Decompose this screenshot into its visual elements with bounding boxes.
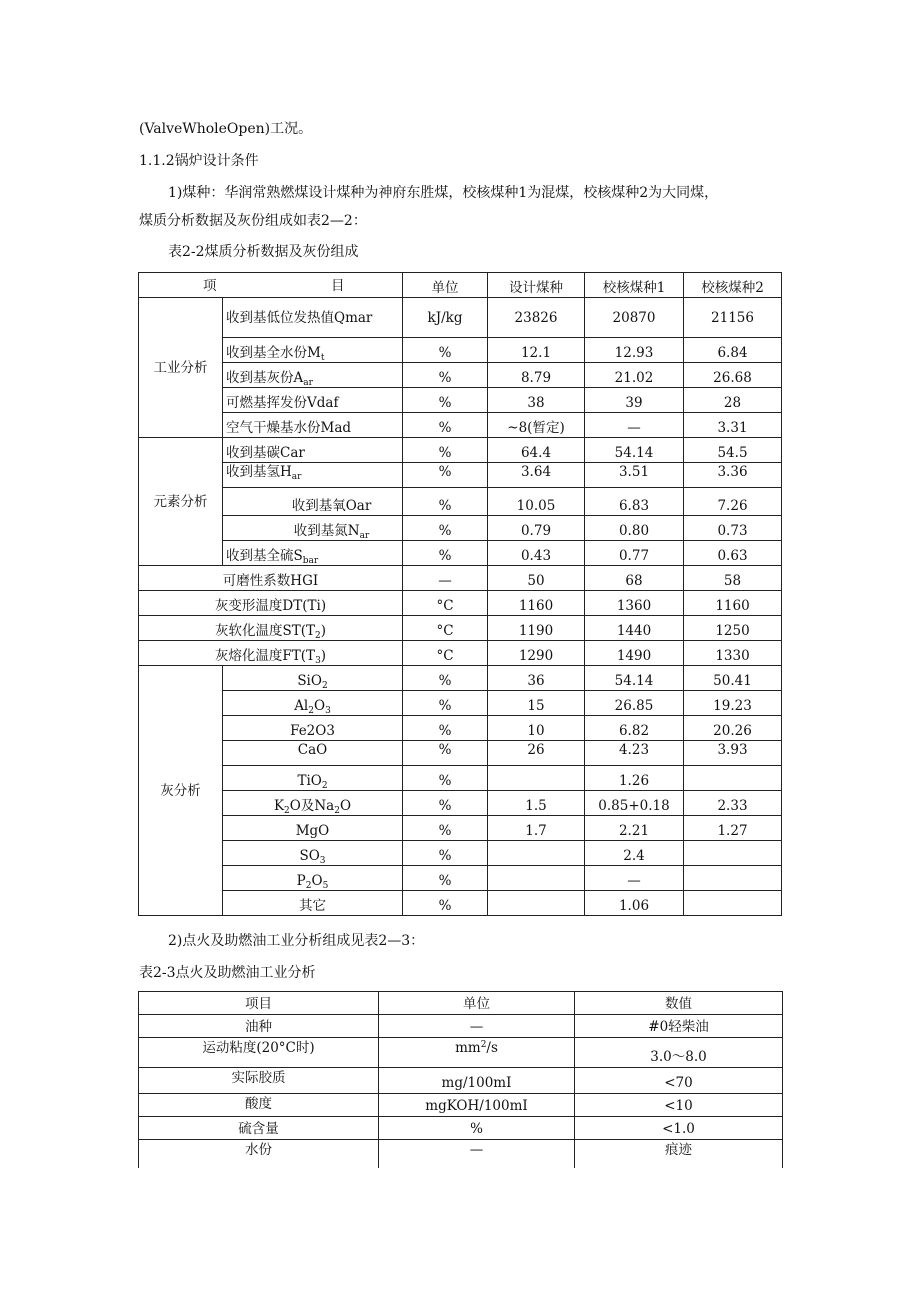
row-name: 收到基氢$H_{ar}$ <box>223 463 403 488</box>
value-check-2: 3.31 <box>684 413 782 438</box>
value-check-1: 3.51 <box>585 463 684 488</box>
table-row <box>139 363 782 388</box>
row-unit: % <box>403 666 488 691</box>
row-name: SiO$_2$ <box>223 666 403 691</box>
value-design: 64.4 <box>488 438 585 463</box>
row-unit: % <box>403 691 488 716</box>
value-design: 26 <box>488 741 585 766</box>
row-unit: % <box>403 541 488 566</box>
table-row <box>139 338 782 363</box>
value-check-2: 7.26 <box>684 488 782 516</box>
row-name: 空气干燥基水份Mad <box>223 413 403 438</box>
table-row <box>139 1015 783 1038</box>
row-unit: % <box>403 488 488 516</box>
row-item: 水份 <box>139 1140 379 1168</box>
group-industrial-analysis: 工业分析 <box>139 298 223 438</box>
value-check-2: 20.26 <box>684 716 782 741</box>
paragraph-1-line-2: 煤质分析数据及灰份组成如表2—2： <box>139 213 367 229</box>
row-name: CaO <box>223 741 403 766</box>
value-check-2: 1250 <box>684 616 782 641</box>
row-unit: — <box>379 1015 575 1038</box>
table-row <box>139 516 782 541</box>
row-value: 痕迹 <box>575 1140 783 1168</box>
row-unit: % <box>403 463 488 488</box>
row-name: 收到基氮$N_{ar}$ <box>223 516 403 541</box>
value-check-1: — <box>585 413 684 438</box>
table-row <box>139 1140 783 1168</box>
group-ash-analysis: 灰分析 <box>139 666 223 916</box>
value-design: ~8(暂定) <box>488 413 585 438</box>
value-design: 36 <box>488 666 585 691</box>
value-check-2: 3.36 <box>684 463 782 488</box>
row-value: 3.0～8.0 <box>575 1038 783 1068</box>
row-name: 收到基低位发热值Qmar <box>223 298 403 338</box>
row-name: 收到基氧Oar <box>223 488 403 516</box>
row-name: $K_2O$及$Na_2O$ <box>223 791 403 816</box>
table-row <box>139 413 782 438</box>
table-row <box>139 841 782 866</box>
row-unit: % <box>379 1117 575 1140</box>
value-check-2: 1330 <box>684 641 782 666</box>
header-item: 项 目 <box>139 273 403 298</box>
row-name: 收到基碳Car <box>223 438 403 463</box>
value-check-2: 21156 <box>684 298 782 338</box>
table-row <box>139 438 782 463</box>
value-check-1: 6.83 <box>585 488 684 516</box>
value-design: 8.79 <box>488 363 585 388</box>
value-check-1: 1440 <box>585 616 684 641</box>
group-element-analysis: 元素分析 <box>139 438 223 566</box>
row-unit: % <box>403 413 488 438</box>
value-design: 10.05 <box>488 488 585 516</box>
fuel-oil-table <box>138 991 783 1168</box>
value-design: 38 <box>488 388 585 413</box>
value-check-1: 12.93 <box>585 338 684 363</box>
value-check-2: 1.27 <box>684 816 782 841</box>
value-design: 1.5 <box>488 791 585 816</box>
row-unit: % <box>403 866 488 891</box>
value-check-1: 54.14 <box>585 666 684 691</box>
header-unit: 单位 <box>379 992 575 1015</box>
value-check-1: 26.85 <box>585 691 684 716</box>
row-name: 收到基全水份$M_t$ <box>223 338 403 363</box>
value-check-1: 4.23 <box>585 741 684 766</box>
value-check-2: 54.5 <box>684 438 782 463</box>
table-row <box>139 463 782 488</box>
value-design: 3.64 <box>488 463 585 488</box>
row-unit: mg/100mI <box>379 1068 575 1094</box>
value-design: 1.7 <box>488 816 585 841</box>
value-check-2: 0.63 <box>684 541 782 566</box>
row-item: 酸度 <box>139 1094 379 1117</box>
value-design: 23826 <box>488 298 585 338</box>
row-unit: % <box>403 388 488 413</box>
value-check-1: 68 <box>585 566 684 591</box>
row-unit: % <box>403 766 488 791</box>
row-item: 运动粘度(20°C时) <box>139 1038 379 1068</box>
value-design: 0.79 <box>488 516 585 541</box>
value-design: 1190 <box>488 616 585 641</box>
row-name: 灰软化温度$ST(T_2)$ <box>139 616 403 641</box>
row-unit: % <box>403 716 488 741</box>
row-name: $Al_2O_3$ <box>223 691 403 716</box>
header-unit: 单位 <box>403 273 488 298</box>
row-value: <70 <box>575 1068 783 1094</box>
paragraph-1-line-1: 1)煤种：华润常熟燃煤设计煤种为神府东胜煤，校核煤种1为混煤，校核煤种2为大同煤， <box>168 185 719 201</box>
table-row <box>139 298 782 338</box>
value-design <box>488 841 585 866</box>
table-row <box>139 541 782 566</box>
row-name: 收到基全硫$S_{bar}$ <box>223 541 403 566</box>
paragraph-2: 2)点火及助燃油工业分析组成见表2—3： <box>168 933 425 949</box>
value-check-2: 6.84 <box>684 338 782 363</box>
table-row <box>139 766 782 791</box>
value-check-1: 20870 <box>585 298 684 338</box>
row-unit: % <box>403 438 488 463</box>
paragraph-top: (ValveWholeOpen)工况。 <box>139 121 313 137</box>
table-2-2-caption: 表2-2煤质分析数据及灰份组成 <box>168 244 359 260</box>
value-check-2: 28 <box>684 388 782 413</box>
table-row <box>139 1068 783 1094</box>
section-title: 1.1.2锅炉设计条件 <box>139 153 259 169</box>
value-check-2: 50.41 <box>684 666 782 691</box>
table-row <box>139 591 782 616</box>
table-row <box>139 891 782 916</box>
row-name: 可燃基挥发份Vdaf <box>223 388 403 413</box>
row-name: Fe2O3 <box>223 716 403 741</box>
coal-analysis-table <box>138 272 782 916</box>
table-row <box>139 1038 783 1068</box>
row-name: 灰熔化温度$FT(T_3)$ <box>139 641 403 666</box>
value-design: 1160 <box>488 591 585 616</box>
table-row <box>139 1094 783 1117</box>
table-row <box>139 566 782 591</box>
row-unit: % <box>403 338 488 363</box>
value-check-2: 1160 <box>684 591 782 616</box>
table-row <box>139 488 782 516</box>
row-name: $P_2O_5$ <box>223 866 403 891</box>
row-item: 硫含量 <box>139 1117 379 1140</box>
header-check-coal-2: 校核煤种2 <box>684 273 782 298</box>
value-check-2 <box>684 841 782 866</box>
table-header-row <box>139 273 782 298</box>
value-check-2 <box>684 866 782 891</box>
row-unit: °C <box>403 641 488 666</box>
value-check-1: 39 <box>585 388 684 413</box>
row-name: 收到基灰份$A_{ar}$ <box>223 363 403 388</box>
row-name: MgO <box>223 816 403 841</box>
value-design: 1290 <box>488 641 585 666</box>
row-unit: % <box>403 816 488 841</box>
row-item: 实际胶质 <box>139 1068 379 1094</box>
row-unit: % <box>403 741 488 766</box>
value-check-1: 2.4 <box>585 841 684 866</box>
value-design: 12.1 <box>488 338 585 363</box>
row-unit: $mm^2/s$ <box>379 1038 575 1068</box>
header-value: 数值 <box>575 992 783 1015</box>
value-design: 10 <box>488 716 585 741</box>
value-design <box>488 766 585 791</box>
row-value: <1.0 <box>575 1117 783 1140</box>
table-row <box>139 1117 783 1140</box>
header-design-coal: 设计煤种 <box>488 273 585 298</box>
row-value: <10 <box>575 1094 783 1117</box>
table-row <box>139 691 782 716</box>
value-check-1: 1.06 <box>585 891 684 916</box>
table-row <box>139 641 782 666</box>
value-check-2: 3.93 <box>684 741 782 766</box>
value-check-1: 1490 <box>585 641 684 666</box>
table-row <box>139 816 782 841</box>
value-check-2: 2.33 <box>684 791 782 816</box>
table-row <box>139 616 782 641</box>
table-2-3-caption: 表2-3点火及助燃油工业分析 <box>139 965 316 981</box>
table-row <box>139 741 782 766</box>
row-unit: % <box>403 891 488 916</box>
row-unit: °C <box>403 616 488 641</box>
value-check-2: 26.68 <box>684 363 782 388</box>
value-check-1: 6.82 <box>585 716 684 741</box>
row-unit: — <box>379 1140 575 1168</box>
value-design: 50 <box>488 566 585 591</box>
table-row <box>139 666 782 691</box>
table-row <box>139 388 782 413</box>
table-header-row <box>139 992 783 1015</box>
value-check-1: — <box>585 866 684 891</box>
row-unit: kJ/kg <box>403 298 488 338</box>
row-name: TiO$_2$ <box>223 766 403 791</box>
row-unit: °C <box>403 591 488 616</box>
table-row <box>139 791 782 816</box>
row-name: $SO_3$ <box>223 841 403 866</box>
value-check-1: 1360 <box>585 591 684 616</box>
row-unit: mgKOH/100mI <box>379 1094 575 1117</box>
table-row <box>139 866 782 891</box>
header-check-coal-1: 校核煤种1 <box>585 273 684 298</box>
row-value: #0轻柴油 <box>575 1015 783 1038</box>
row-unit: % <box>403 516 488 541</box>
value-design: 0.43 <box>488 541 585 566</box>
row-name: 可磨性系数HGI <box>139 566 403 591</box>
value-check-1: 21.02 <box>585 363 684 388</box>
value-design <box>488 866 585 891</box>
row-unit: % <box>403 791 488 816</box>
row-item: 油种 <box>139 1015 379 1038</box>
value-check-2 <box>684 891 782 916</box>
value-check-2 <box>684 766 782 791</box>
header-item: 项目 <box>139 992 379 1015</box>
value-check-2: 19.23 <box>684 691 782 716</box>
row-unit: — <box>403 566 488 591</box>
value-check-1: 1.26 <box>585 766 684 791</box>
value-check-2: 0.73 <box>684 516 782 541</box>
row-unit: % <box>403 841 488 866</box>
value-check-1: 0.77 <box>585 541 684 566</box>
value-design: 15 <box>488 691 585 716</box>
row-name: 其它 <box>223 891 403 916</box>
row-unit: % <box>403 363 488 388</box>
table-row <box>139 716 782 741</box>
value-check-1: 2.21 <box>585 816 684 841</box>
value-check-1: 0.80 <box>585 516 684 541</box>
value-design <box>488 891 585 916</box>
row-name: 灰变形温度DT(Ti) <box>139 591 403 616</box>
value-check-2: 58 <box>684 566 782 591</box>
value-check-1: 0.85+0.18 <box>585 791 684 816</box>
value-check-1: 54.14 <box>585 438 684 463</box>
